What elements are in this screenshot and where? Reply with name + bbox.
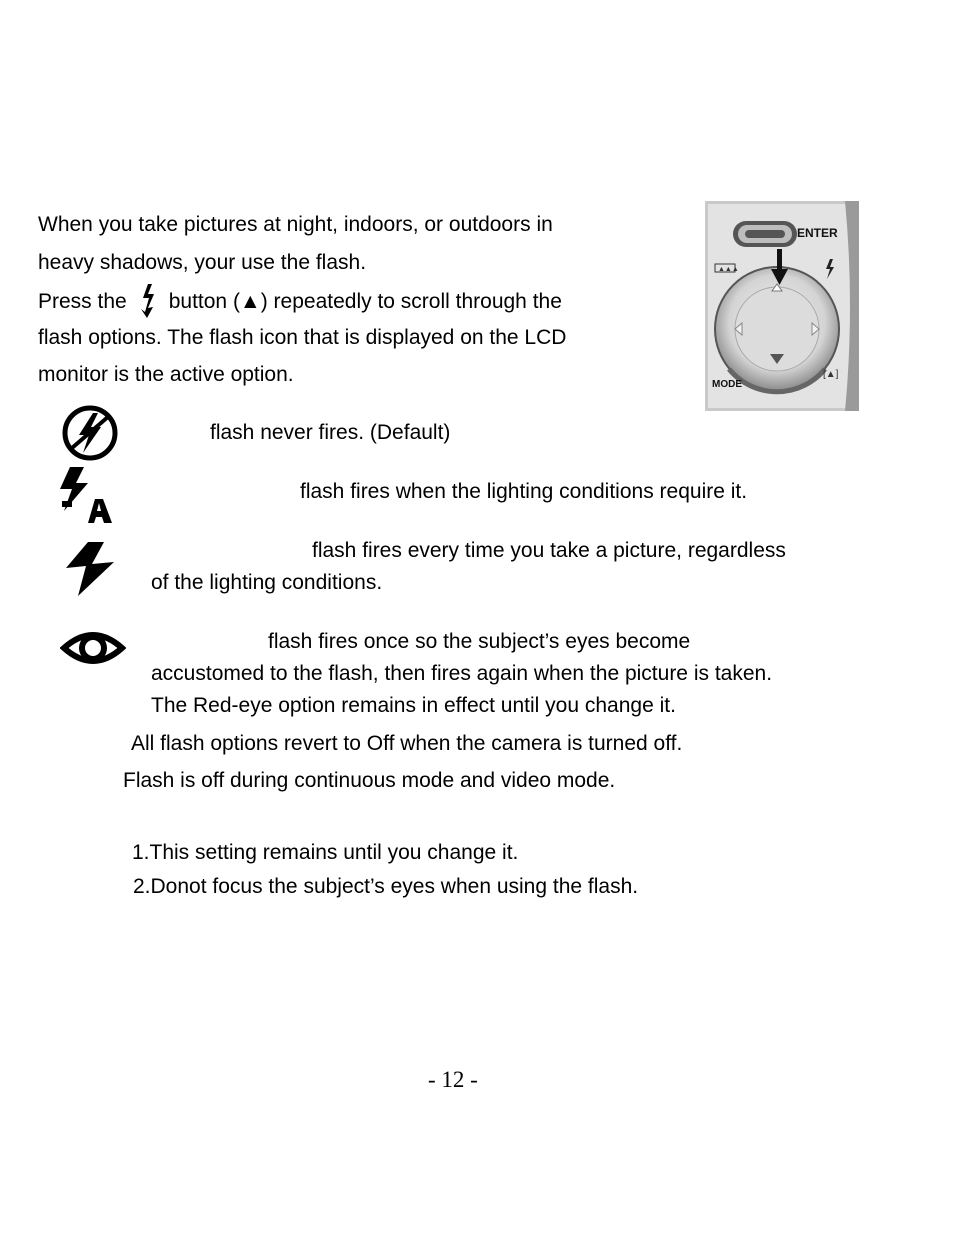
- intro-line-5: monitor is the active option.: [38, 363, 294, 386]
- red-eye-text-3: The Red-eye option remains in effect until you change it.: [151, 694, 676, 717]
- mode-label: MODE: [712, 379, 742, 390]
- camera-control-photo: [705, 201, 859, 411]
- red-eye-text-2: accustomed to the flash, then fires again when the picture is taken.: [151, 662, 773, 685]
- flash-on-icon: [60, 542, 118, 598]
- intro-line-1: When you take pictures at night, indoors, or outdoors in: [38, 213, 553, 236]
- flash-auto-text: flash fires when the lighting conditions require it.: [300, 480, 748, 503]
- flash-off-text: flash never fires. (Default): [210, 421, 451, 444]
- intro-line-2: heavy shadows, your use the flash.: [38, 251, 367, 274]
- intro-line-3: [38, 284, 562, 318]
- tip-2: 2.Donot focus the subject’s eyes when using the flash.: [133, 875, 639, 898]
- svg-text:[▲]: [▲]: [823, 369, 839, 380]
- red-eye-text-1: flash fires once so the subject’s eyes become: [268, 630, 691, 653]
- flash-button-icon: [139, 284, 161, 318]
- note-continuous-mode: Flash is off during continuous mode and video mode.: [123, 769, 616, 792]
- svg-text:▲▲▲: ▲▲▲: [718, 266, 739, 273]
- enter-label: ENTER: [797, 226, 838, 240]
- flash-auto-icon: [58, 467, 114, 525]
- red-eye-icon: [60, 626, 126, 670]
- flash-off-icon: [60, 405, 120, 461]
- note-revert-off: All flash options revert to Off when the camera is turned off.: [131, 732, 683, 755]
- flash-on-text-1: flash fires every time you take a picture, regardless: [312, 539, 786, 562]
- page-number: - 12 -: [428, 1067, 478, 1092]
- tip-1: 1.This setting remains until you change it.: [132, 841, 519, 864]
- intro-line-4: flash options. The flash icon that is displayed on the LCD: [38, 326, 567, 349]
- intro-line-3-end: button (▲) repeatedly to scroll through the: [168, 290, 562, 313]
- flash-on-text-2: of the lighting conditions.: [151, 571, 383, 594]
- intro-line-3-start: Press the: [38, 290, 127, 313]
